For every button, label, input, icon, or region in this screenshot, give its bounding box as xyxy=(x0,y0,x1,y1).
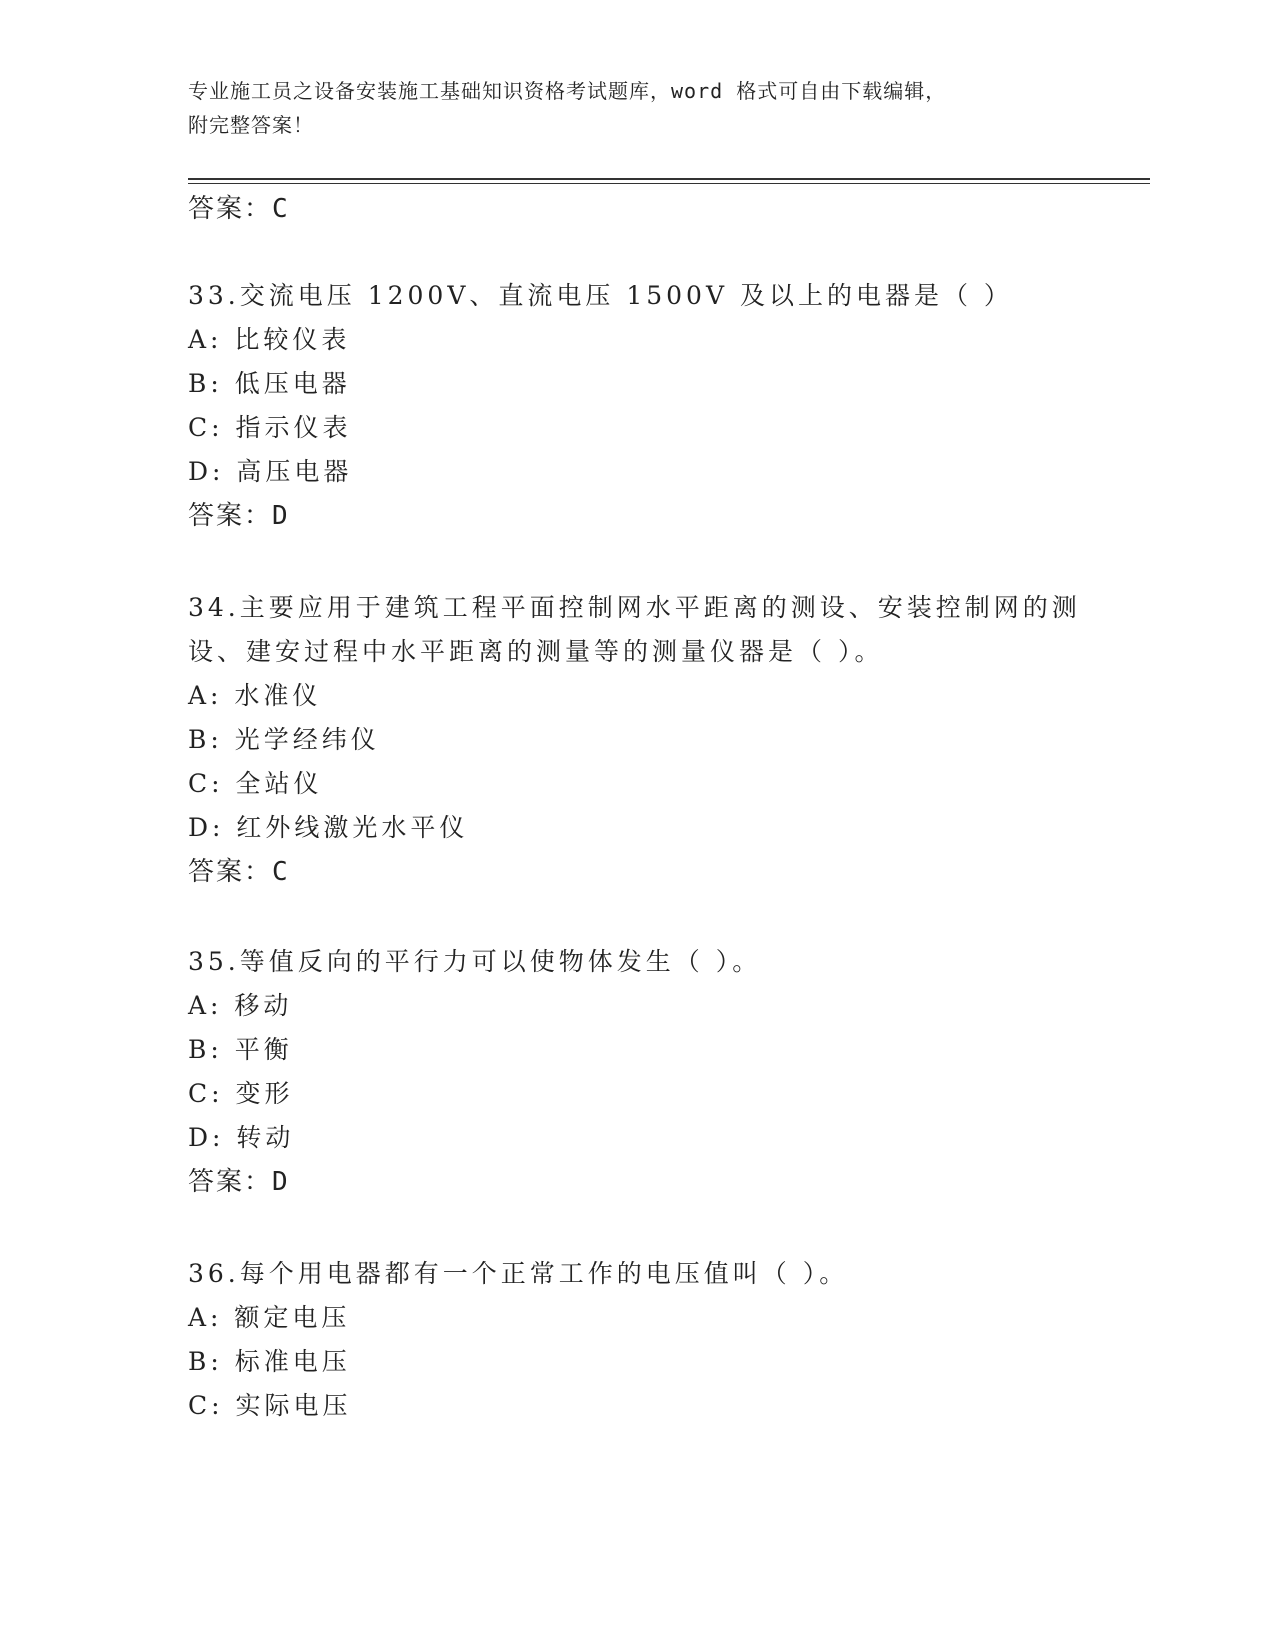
question-36-option-a: A: 额定电压 xyxy=(188,1303,351,1332)
answer-value: C xyxy=(272,194,290,224)
question-34-stem-line-1: 34.主要应用于建筑工程平面控制网水平距离的测设、安装控制网的测 xyxy=(188,593,1081,622)
question-34-answer xyxy=(188,851,290,888)
answer-value: D xyxy=(272,501,290,531)
question-34-option-d: D: 红外线激光水平仪 xyxy=(188,813,469,842)
answer-value: C xyxy=(272,857,290,887)
answer-label: 答案： xyxy=(188,1167,273,1197)
question-33-option-a: A: 比较仪表 xyxy=(188,325,351,354)
answer-value: D xyxy=(272,1167,290,1197)
question-33-option-b: B: 低压电器 xyxy=(188,369,351,398)
question-35-option-c: C: 变形 xyxy=(188,1079,294,1108)
header-line-1: 专业施工员之设备安装施工基础知识资格考试题库，word 格式可自由下载编辑， xyxy=(188,79,947,103)
answer-label: 答案： xyxy=(188,857,273,887)
question-35-option-a: A: 移动 xyxy=(188,991,293,1020)
question-35-stem: 35.等值反向的平行力可以使物体发生（ ）。 xyxy=(188,947,762,976)
header-divider-thick xyxy=(188,178,1150,180)
document-header xyxy=(188,74,1088,142)
question-33-option-c: C: 指示仪表 xyxy=(188,413,352,442)
question-34-option-a: A: 水准仪 xyxy=(188,681,322,710)
question-34-option-b: B: 光学经纬仪 xyxy=(188,725,380,754)
header-divider-thin xyxy=(188,183,1150,184)
question-33-answer xyxy=(188,495,290,532)
question-36-option-c: C: 实际电压 xyxy=(188,1391,352,1420)
question-35-option-d: D: 转动 xyxy=(188,1123,295,1152)
question-33-stem: 33.交流电压 1200V、直流电压 1500V 及以上的电器是（ ） xyxy=(188,281,1013,310)
question-35-answer xyxy=(188,1161,290,1198)
answer-label: 答案： xyxy=(188,501,273,531)
question-36-stem: 36.每个用电器都有一个正常工作的电压值叫（ ）。 xyxy=(188,1259,849,1288)
question-33-option-d: D: 高压电器 xyxy=(188,457,353,486)
header-line-2: 附完整答案！ xyxy=(188,113,314,137)
question-36-option-b: B: 标准电压 xyxy=(188,1347,351,1376)
answer-label: 答案： xyxy=(188,194,273,224)
question-34-option-c: C: 全站仪 xyxy=(188,769,323,798)
question-34-stem-line-2: 设、建安过程中水平距离的测量等的测量仪器是（ ）。 xyxy=(188,637,884,666)
answer-line-prev xyxy=(188,188,290,225)
question-35-option-b: B: 平衡 xyxy=(188,1035,293,1064)
